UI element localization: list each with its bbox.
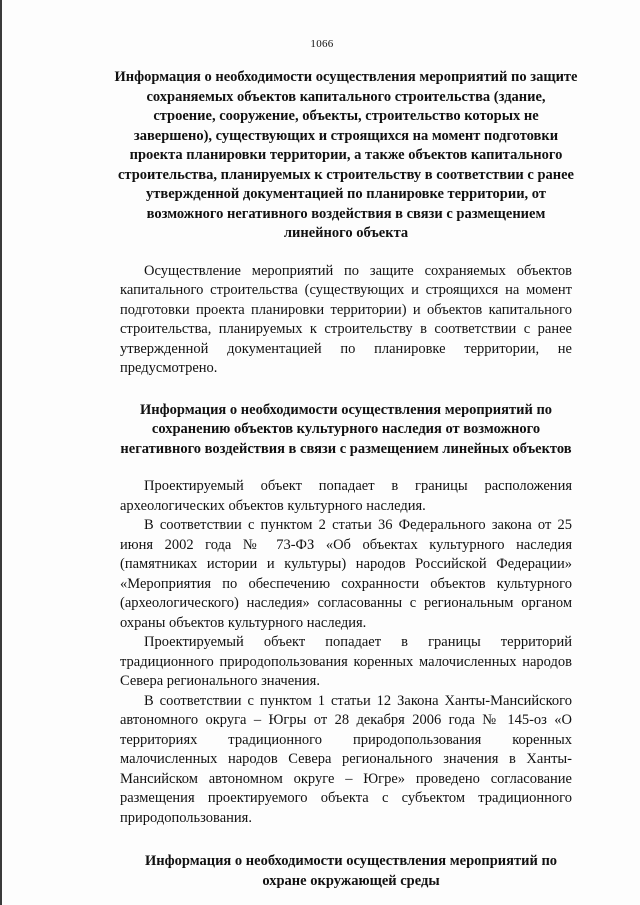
section-title-environment: Информация о необходимости осуществления мероприятий по охране окружающей среды bbox=[144, 853, 558, 889]
paragraph-regional-law: В соответствии с пунктом 1 статьи 12 Закона Ханты-Мансийского автономного округа – Югры от 28 декабря 2006 года № 145-оз «О территориях традиционного природопользования коренных малочисленных народов Севера регионального значения в Ханты-Мансийском автономном округе – Югре» проведено согласование размещения проектируемого объекта с субъектом традиционного природопользования. bbox=[120, 692, 572, 826]
section-title-cultural-heritage: Информация о необходимости осуществления мероприятий по сохранению объектов культурного наследия от возможного негативного воздействия в связи с размещением линейных объектов bbox=[120, 401, 572, 457]
paragraph-heritage-boundaries: Проектируемый объект попадает в границы расположения археологических объектов культурного наследия. bbox=[120, 478, 572, 514]
document-body bbox=[114, 68, 578, 891]
page-number: 1066 bbox=[310, 38, 334, 50]
paragraph-federal-law: В соответствии с пунктом 2 статьи 36 Федерального закона от 25 июня 2002 года № 73-ФЗ «Об объектах культурного наследия (памятниках истории и культуры) народов Российской Федерации» «Мероприятия по обеспечению сохранности объектов культурного (археологического) наследия» согласованны с региональным органом охраны объектов культурного наследия. bbox=[120, 517, 572, 631]
paragraph-protection-measures: Осуществление мероприятий по защите сохраняемых объектов капитального строительства (существующих и строящихся на момент подготовки проекта планировки территории) и объектов капитального строительства, планируемых к строительству в соответствии с ранее утвержденной документацией по планировке территории, не предусмотрено. bbox=[120, 262, 572, 376]
section-title-protection-objects: Информация о необходимости осуществления мероприятий по защите сохраняемых объектов капитального строительства (здание, строение, сооружение, объекты, строительство которых не завершено), существующих и строящихся на момент подготовки проекта планировки территории, а также объектов капитального строительства, планируемых к строительству в соответствии с ранее утвержденной документацией по планировке территории, от возможного негативного воздействия в связи с размещением линейного объекта bbox=[114, 69, 578, 241]
paragraph-traditional-territories: Проектируемый объект попадает в границы территорий традиционного природопользования коренных малочисленных народов Севера регионального значения. bbox=[120, 634, 572, 689]
